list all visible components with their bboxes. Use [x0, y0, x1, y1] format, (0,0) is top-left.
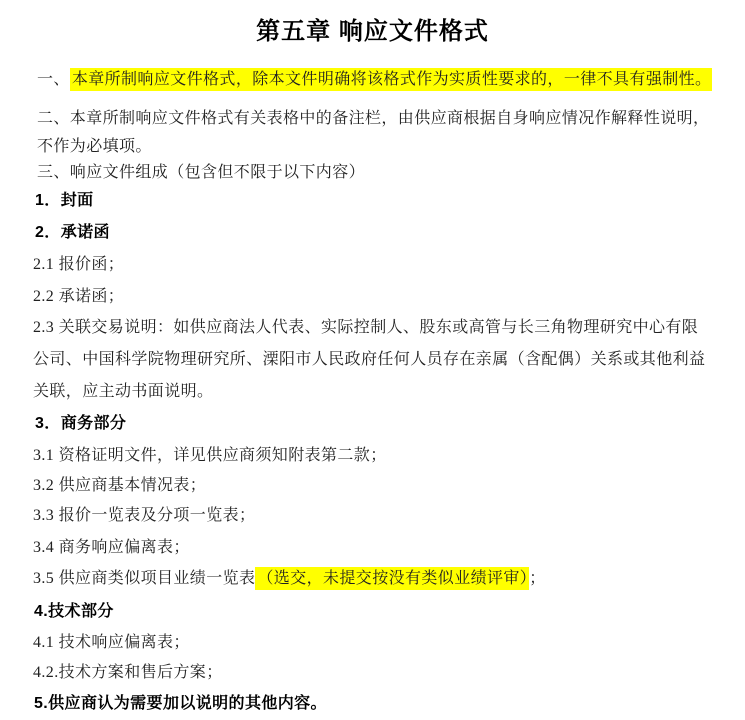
section-2-heading: 2．承诺函	[35, 224, 110, 241]
clause-1-number: 一、	[37, 71, 70, 88]
section-5-heading: 5.供应商认为需要加以说明的其他内容。	[34, 695, 327, 712]
item-2-2: 2.2 承诺函；	[33, 288, 125, 305]
item-3-1: 3.1 资格证明文件，详见供应商须知附表第二款；	[33, 447, 387, 464]
item-2-3-line-3: 关联，应主动书面说明。	[33, 383, 214, 400]
item-4-1: 4.1 技术响应偏离表；	[33, 634, 190, 651]
clause-3: 三、响应文件组成（包含但不限于以下内容）	[37, 164, 366, 181]
item-4-2: 4.2.技术方案和售后方案；	[33, 664, 223, 681]
chapter-title: 第五章 响应文件格式	[256, 18, 489, 45]
clause-1	[37, 63, 712, 96]
item-3-4: 3.4 商务响应偏离表；	[33, 539, 190, 556]
item-3-2: 3.2 供应商基本情况表；	[33, 477, 207, 494]
item-3-5-suffix: ；	[529, 570, 546, 587]
item-2-3-line-2: 公司、中国科学院物理研究所、溧阳市人民政府任何人员存在亲属（含配偶）关系或其他利益	[33, 351, 706, 368]
item-2-3-line-1: 2.3 关联交易说明：如供应商法人代表、实际控制人、股东或高管与长三角物理研究中心有限	[33, 319, 699, 336]
clause-1-highlighted-text: 本章所制响应文件格式，除本文件明确将该格式作为实质性要求的，一律不具有强制性。	[70, 68, 713, 91]
section-1-heading: 1．封面	[35, 192, 94, 209]
item-3-5	[33, 563, 712, 595]
clause-2-line-2: 不作为必填项。	[37, 138, 152, 155]
section-4-heading: 4.技术部分	[34, 603, 114, 620]
section-3-heading: 3．商务部分	[35, 415, 127, 432]
item-3-3: 3.3 报价一览表及分项一览表；	[33, 507, 256, 524]
item-2-1: 2.1 报价函；	[33, 256, 125, 273]
item-3-5-label: 3.5 供应商类似项目业绩一览表	[33, 570, 256, 587]
item-3-5-highlighted-text: （选交，未提交按没有类似业绩评审）	[255, 567, 529, 590]
clause-2-line-1: 二、本章所制响应文件格式有关表格中的备注栏，由供应商根据自身响应情况作解释性说明，	[37, 110, 710, 127]
